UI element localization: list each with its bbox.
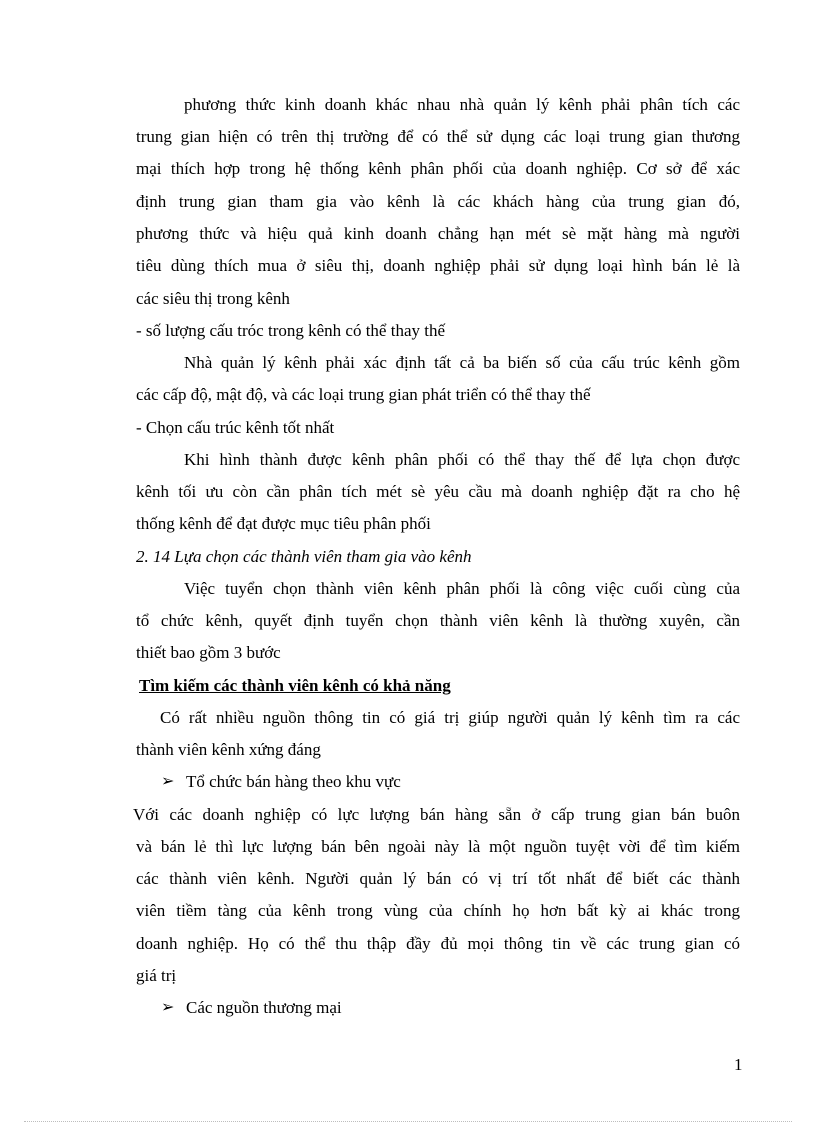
text-line: các cấp độ, mật độ, và các loại trung gian phát triển có thể thay thế [136,385,591,404]
text-line: phương thức kinh doanh khác nhau nhà quản lý kênh phải phân tích các [184,95,740,114]
page-bottom-rule [24,1121,792,1122]
subsection-heading: Tìm kiếm các thành viên kênh có khả năng [139,676,451,695]
text-line: trung gian hiện có trên thị trường để có thể sử dụng các loại trung gian thương [136,127,740,146]
text-line: Với các doanh nghiệp có lực lượng bán hàng sẵn ở cấp trung gian bán buôn [133,805,740,824]
text-line: thiết bao gồm 3 bước [136,643,281,662]
text-line: kênh tối ưu còn cần phân tích mét sè yêu cầu mà doanh nghiệp đặt ra cho hệ [136,482,740,501]
text-line: mại thích hợp trong hệ thống kênh phân phối của doanh nghiệp. Cơ sở để xác [136,159,740,178]
arrow-bullet-icon: ➢ [161,773,175,790]
text-line: và bán lẻ thì lực lượng bán bên ngoài này là một nguồn tuyệt vời để tìm kiếm [136,837,740,856]
text-line: các siêu thị trong kênh [136,289,290,308]
text-line: Có rất nhiều nguồn thông tin có giá trị giúp người quản lý kênh tìm ra các [160,708,740,727]
text-line: thành viên kênh xứng đáng [136,740,321,759]
text-line: viên tiềm tàng của kênh trong vùng của chính họ hơn bất kỳ ai khác trong [136,901,740,920]
section-heading: 2. 14 Lựa chọn các thành viên tham gia vào kênh [136,547,472,566]
text-line: giá trị [136,966,177,985]
text-line: tiêu dùng thích mua ở siêu thị, doanh nghiệp phải sử dụng loại hình bán lẻ là [136,256,740,275]
page-number: 1 [734,1055,743,1074]
text-line: - Chọn cấu trúc kênh tốt nhất [136,418,335,437]
text-line: - số lượng cấu tróc trong kênh có thể thay thế [136,321,446,340]
text-line: Nhà quản lý kênh phải xác định tất cả ba biến số của cấu trúc kênh gồm [184,353,740,372]
arrow-bullet-icon: ➢ [161,999,175,1016]
text-line: thống kênh để đạt được mục tiêu phân phối [136,514,431,533]
text-line: doanh nghiệp. Họ có thể thu thập đầy đủ mọi thông tin về các trung gian có [136,934,740,953]
text-line: Khi hình thành được kênh phân phối có thể thay thế để lựa chọn được [184,450,740,469]
bullet-item: Tổ chức bán hàng theo khu vực [186,772,401,791]
text-line: định trung gian tham gia vào kênh là các khách hàng của trung gian đó, [136,192,740,211]
bullet-item: Các nguồn thương mại [186,998,342,1017]
text-line: phương thức và hiệu quả kinh doanh chẳng hạn mét sè mặt hàng mà người [136,224,740,243]
text-line: các thành viên kênh. Người quản lý bán có vị trí tốt nhất để biết các thành [136,869,740,888]
text-line: tổ chức kênh, quyết định tuyển chọn thành viên kênh là thường xuyên, cần [136,611,740,630]
text-line: Việc tuyển chọn thành viên kênh phân phối là công việc cuối cùng của [184,579,740,598]
